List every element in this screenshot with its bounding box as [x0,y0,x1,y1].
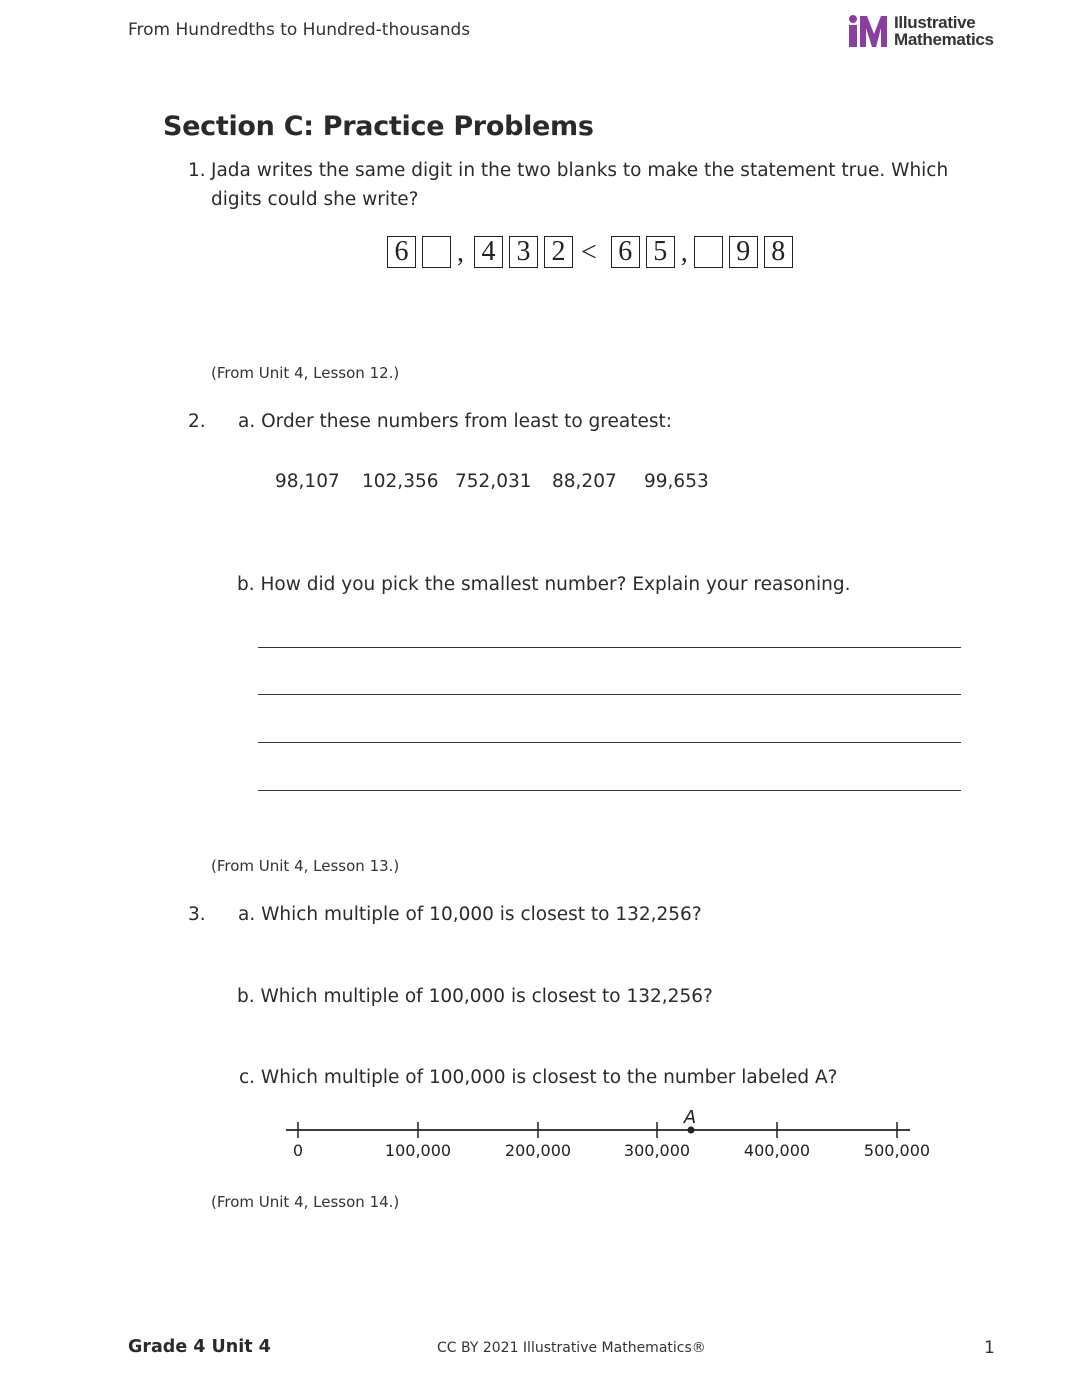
tick-label: 200,000 [504,1141,572,1160]
header-title: From Hundredths to Hundred-thousands [128,20,471,40]
number-item: 752,031 [455,471,532,492]
im-logo [848,14,994,48]
q3-part-c: c. Which multiple of 100,000 is closest to the number labeled A? [239,1067,838,1088]
number-item: 88,207 [552,471,617,492]
q3-source: (From Unit 4, Lesson 14.) [211,1193,400,1211]
digit-box: 5 [646,236,675,268]
number-item: 98,107 [275,471,340,492]
q3-part-b: b. Which multiple of 100,000 is closest to 132,256? [237,986,713,1007]
tick-label: 0 [292,1141,304,1160]
number-item: 99,653 [644,471,709,492]
q1-text-line2: digits could she write? [211,189,419,210]
blank-box[interactable] [694,236,723,268]
tick-label: 300,000 [623,1141,691,1160]
digit-box: 4 [474,236,503,268]
im-logo-icon [848,14,888,48]
answer-line[interactable] [258,694,961,695]
q2-part-a: a. Order these numbers from least to greatest: [238,411,672,432]
digit-box: 6 [387,236,416,268]
q1-source: (From Unit 4, Lesson 12.) [211,364,400,382]
tick-label: 400,000 [743,1141,811,1160]
point-a-label: A [683,1107,697,1128]
digit-box: 2 [544,236,573,268]
section-title: Section C: Practice Problems [163,111,594,142]
logo-line1: Illustrative [894,13,976,32]
q3-part-a: a. Which multiple of 10,000 is closest to 132,256? [238,904,702,925]
digit-box: 3 [509,236,538,268]
q2-number: 2. [188,411,206,432]
tick-label: 500,000 [863,1141,931,1160]
answer-line[interactable] [258,790,961,791]
footer-copyright: CC BY 2021 Illustrative Mathematics® [437,1340,706,1356]
q1-inequality [387,236,799,268]
q2-source: (From Unit 4, Lesson 13.) [211,857,400,875]
digit-box: 9 [729,236,758,268]
page-number: 1 [984,1338,995,1358]
q1-number: 1. [188,160,206,181]
number-line [280,1100,940,1170]
digit-box: 8 [764,236,793,268]
comma: , [680,237,688,268]
q1-text-line1: Jada writes the same digit in the two blanks to make the statement true. Which [211,160,949,181]
q2-part-b: b. How did you pick the smallest number? Explain your reasoning. [237,574,851,595]
footer-unit: Grade 4 Unit 4 [128,1337,271,1357]
answer-line[interactable] [258,742,961,743]
number-item: 102,356 [362,471,439,492]
digit-box: 6 [611,236,640,268]
logo-line2: Mathematics [894,30,994,49]
answer-line[interactable] [258,647,961,648]
less-than-sign: < [581,237,597,268]
blank-box[interactable] [422,236,451,268]
comma: , [457,237,464,268]
tick-label: 100,000 [384,1141,452,1160]
q3-number: 3. [188,904,206,925]
